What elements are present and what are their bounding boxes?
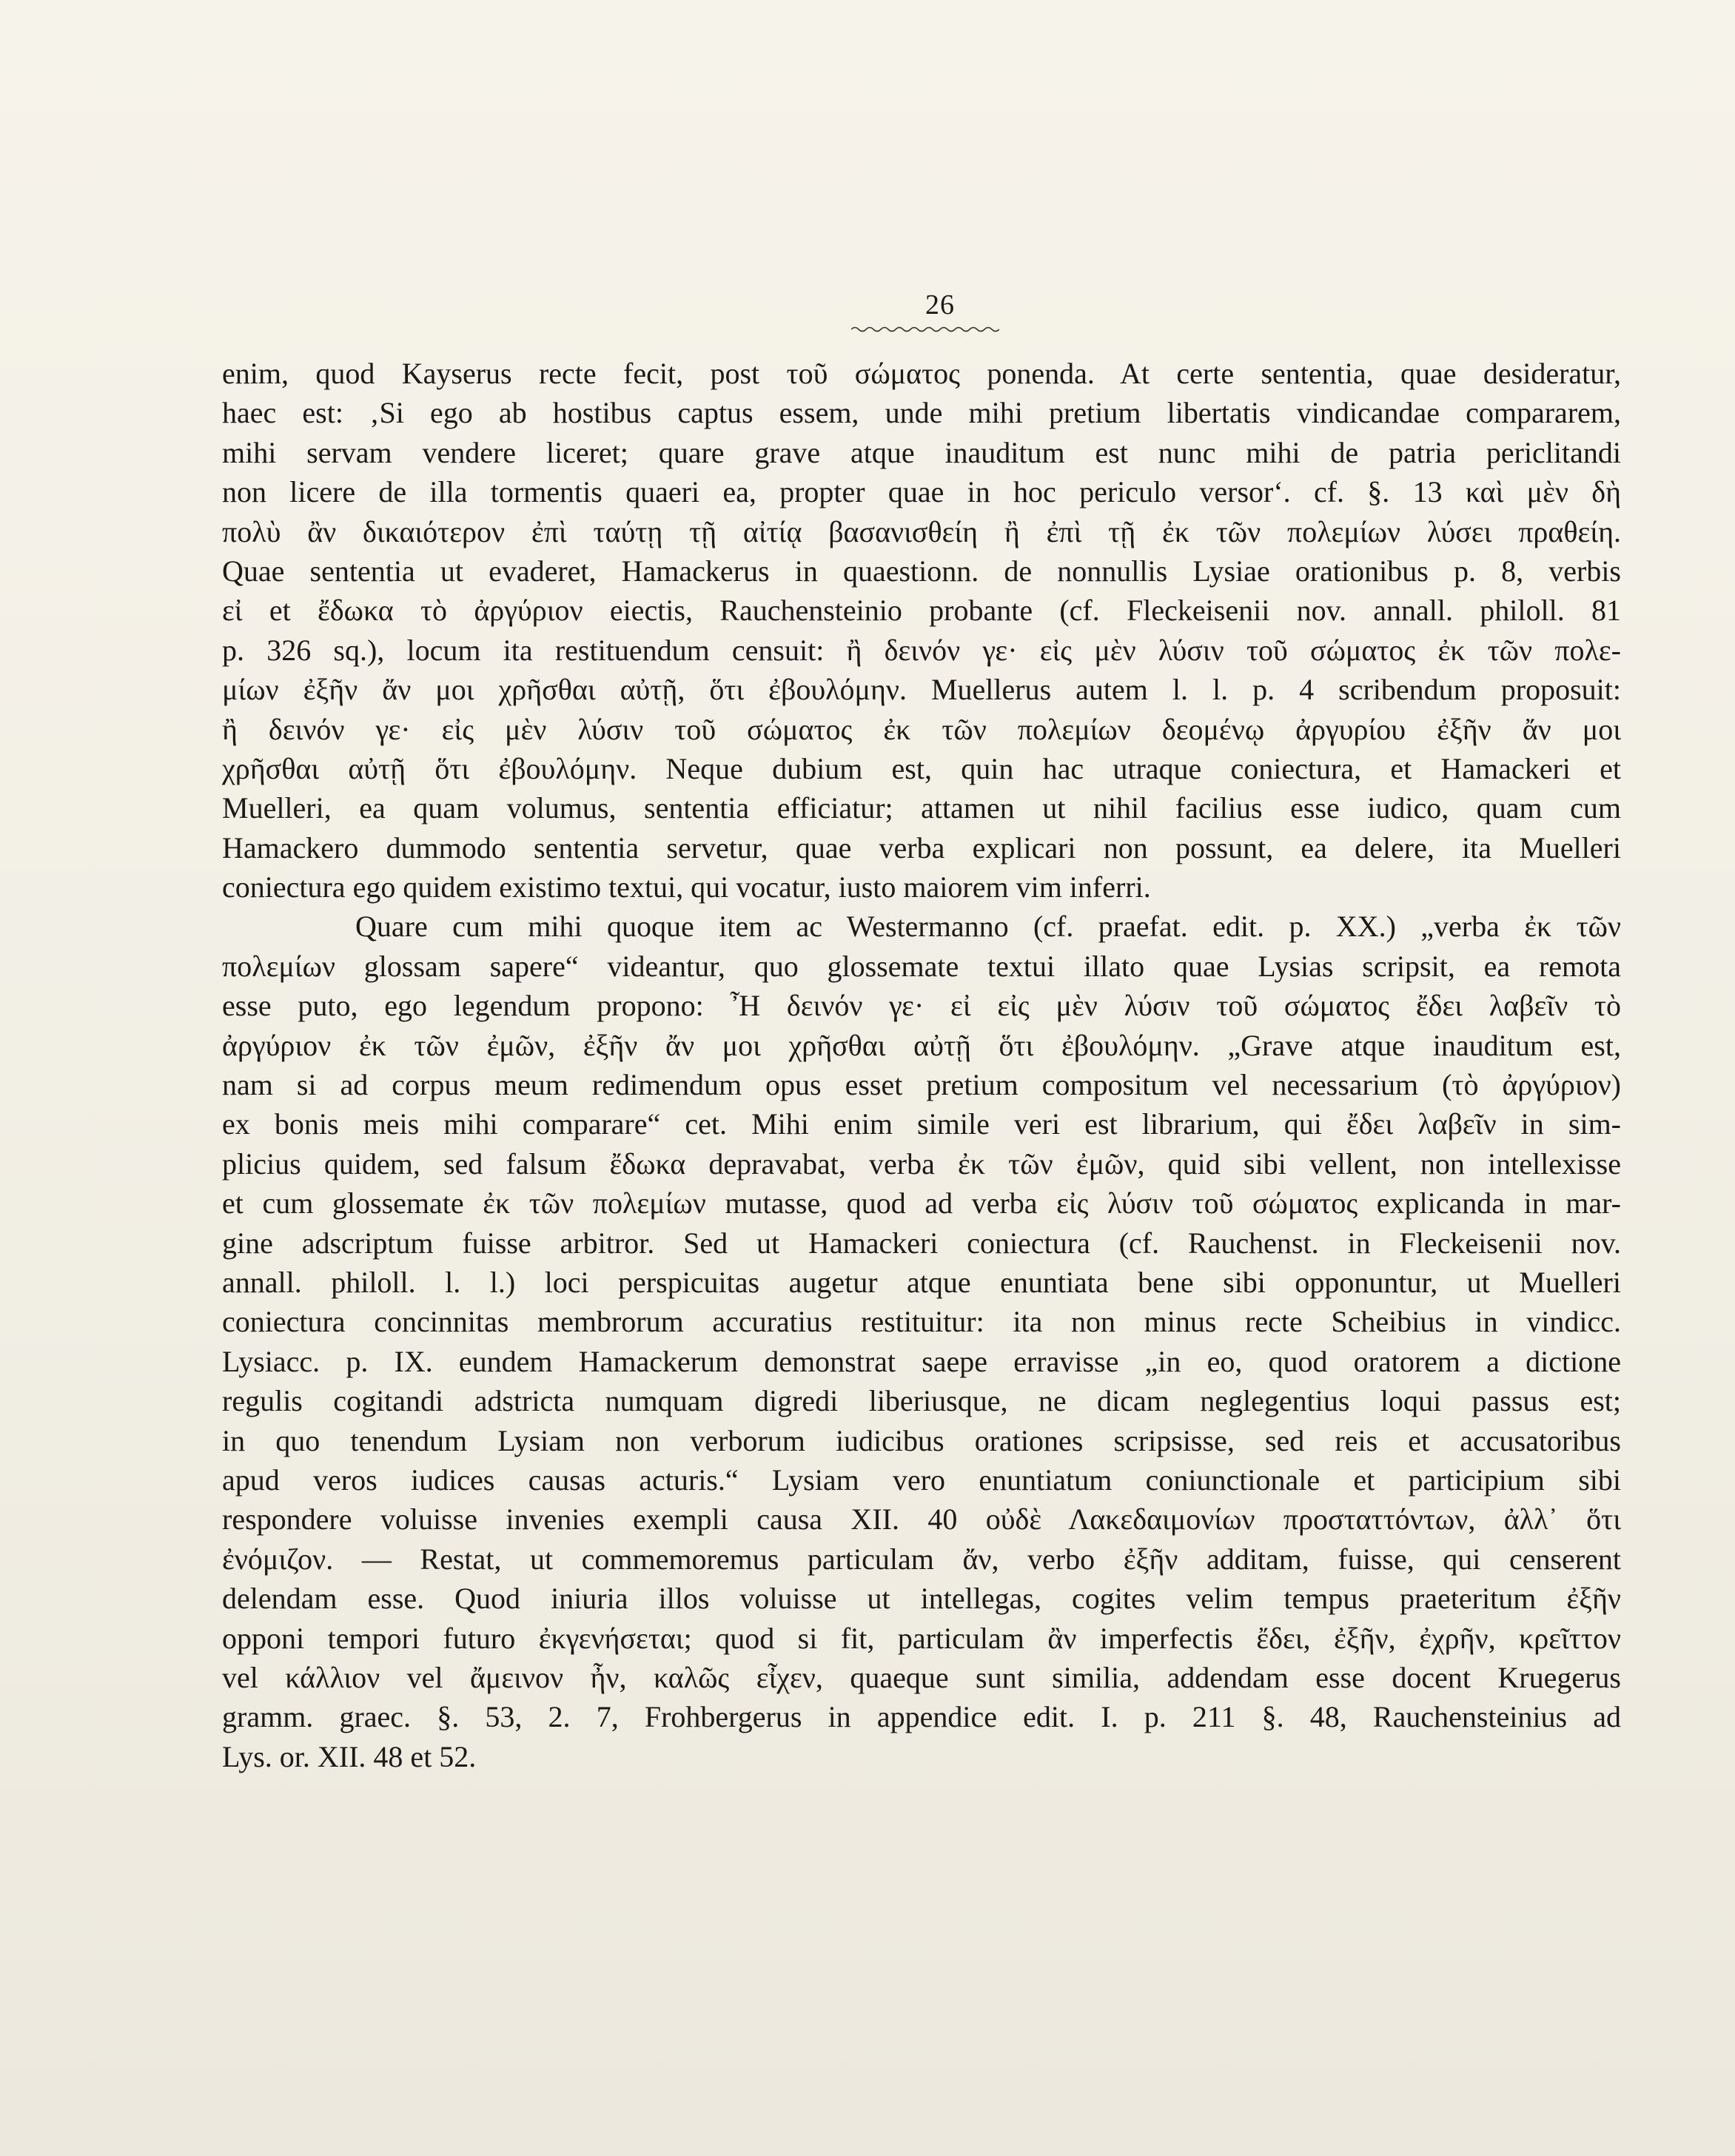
text-line: Hamackero dummodo sententia servetur, quae verba explicari non possunt, ea delere, ita Muelleri (222, 830, 1621, 864)
text-line: gramm. graec. §. 53, 2. 7, Frohbergerus in appendice edit. I. p. 211 §. 48, Rauchensteinius ad (222, 1700, 1621, 1734)
text-line: μίων ἐξῆν ἄν μοι χρῆσθαι αὐτῇ, ὅτι ἐβουλόμην. Muellerus autem l. l. p. 4 scribendum proposuit: (222, 673, 1621, 707)
text-line: ἀργύριον ἐκ τῶν ἐμῶν, ἐξῆν ἄν μοι χρῆσθαι αὐτῇ ὅτι ἐβουλόμην. „Grave atque inauditum est, (222, 1028, 1621, 1062)
text-line: delendam esse. Quod iniuria illos voluisse ut intellegas, cogites velim tempus praeteritum ἐξῆν (222, 1582, 1621, 1616)
text-line: plicius quidem, sed falsum ἔδωκα depravabat, verba ἐκ τῶν ἐμῶν, quid sibi vellent, non intellexisse (222, 1146, 1621, 1181)
text-line: Lysiacc. p. IX. eundem Hamackerum demonstrat saepe erravisse „in eo, quod oratorem a dictione (222, 1344, 1621, 1378)
text-line: haec est: ‚Si ego ab hostibus captus essem, unde mihi pretium libertatis vindicandae compararem, (222, 396, 1621, 430)
text-line: esse puto, ego legendum propono: Ἦ δεινόν γε· εἰ εἰς μὲν λύσιν τοῦ σώματος ἔδει λαβεῖν τὸ (222, 989, 1621, 1023)
text-line: Quare cum mihi quoque item ac Westermanno (cf. praefat. edit. p. XX.) „verba ἐκ τῶν (355, 910, 1621, 944)
text-line: et cum glossemate ἐκ τῶν πολεμίων mutasse, quod ad verba εἰς λύσιν τοῦ σώματος explicanda in mar- (222, 1186, 1621, 1220)
text-line: Lys. or. XII. 48 et 52. (222, 1739, 477, 1773)
text-line: coniectura concinnitas membrorum accuratius restituitur: ita non minus recte Scheibius in vindicc. (222, 1305, 1621, 1339)
text-line: Muelleri, ea quam volumus, sententia efficiatur; attamen ut nihil facilius esse iudico, quam cum (222, 791, 1621, 825)
text-line: annall. philoll. l. l.) loci perspicuitas augetur atque enuntiata bene sibi opponuntur, ut Muelleri (222, 1265, 1621, 1299)
wavy-rule (851, 326, 999, 333)
text-line: non licere de illa tormentis quaeri ea, propter quae in hoc periculo versor‘. cf. §. 13 καὶ μὲν δὴ (222, 475, 1621, 509)
text-line: πολὺ ἂν δικαιότερον ἐπὶ ταύτῃ τῇ αἰτίᾳ βασανισθείη ἢ ἐπὶ τῇ ἐκ τῶν πολεμίων λύσει πραθείη. (222, 514, 1621, 548)
text-line: Quae sententia ut evaderet, Hamackerus in quaestionn. de nonnullis Lysiae orationibus p. 8, verbis (222, 554, 1621, 588)
text-line: in quo tenendum Lysiam non verborum iudicibus orationes scripsisse, sed reis et accusatoribus (222, 1423, 1621, 1457)
text-line: χρῆσθαι αὐτῇ ὅτι ἐβουλόμην. Neque dubium est, quin hac utraque coniectura, et Hamackeri et (222, 751, 1621, 785)
text-line: respondere voluisse invenies exempli causa XII. 40 οὐδὲ Λακεδαιμονίων προσταττόντων, ἀλλ᾽ ὅτι (222, 1502, 1621, 1537)
text-line: apud veros iudices causas acturis.“ Lysiam vero enuntiatum coniunctionale et participium sibi (222, 1462, 1621, 1497)
text-line: ἐνόμιζον. — Restat, ut commemoremus particulam ἄν, verbo ἐξῆν additam, fuisse, qui censerent (222, 1542, 1621, 1576)
text-line: coniectura ego quidem existimo textui, qui vocatur, iusto maiorem vim inferri. (222, 870, 1151, 904)
text-line: ex bonis meis mihi comparare“ cet. Mihi enim simile veri est librarium, qui ἔδει λαβεῖν in sim- (222, 1107, 1621, 1141)
text-line: εἰ et ἔδωκα τὸ ἀργύριον eiectis, Rauchensteinio probante (cf. Fleckeisenii nov. annall. philoll. 81 (222, 594, 1621, 628)
text-line: regulis cogitandi adstricta numquam digredi liberiusque, ne dicam neglegentius loqui passus est; (222, 1384, 1621, 1418)
text-line: enim, quod Kayserus recte fecit, post τοῦ σώματος ponenda. At certe sententia, quae desideratur, (222, 357, 1621, 390)
text-line: vel κάλλιον vel ἄμεινον ἦν, καλῶς εἶχεν, quaeque sunt similia, addendam esse docent Kruegerus (222, 1660, 1621, 1694)
text-line: ἢ δεινόν γε· εἰς μὲν λύσιν τοῦ σώματος ἐκ τῶν πολεμίων δεομένῳ ἀργυρίου ἐξῆν ἄν μοι (222, 712, 1621, 746)
body-text (222, 354, 1621, 1776)
text-line: mihi servam vendere liceret; quare grave atque inauditum est nunc mihi de patria periclitandi (222, 435, 1621, 469)
text-line: nam si ad corpus meum redimendum opus esset pretium compositum vel necessarium (τὸ ἀργύριον) (222, 1068, 1621, 1102)
page-number: 26 (925, 289, 955, 320)
text-line: p. 326 sq.), locum ita restituendum censuit: ἢ δεινόν γε· εἰς μὲν λύσιν τοῦ σώματος ἐκ τῶν πολε- (222, 633, 1621, 667)
text-line: πολεμίων glossam sapere“ videantur, quo glossemate textui illato quae Lysias scripsit, ea remota (222, 949, 1621, 983)
text-line: opponi tempori futuro ἐκγενήσεται; quod si fit, particulam ἂν imperfectis ἔδει, ἐξῆν, ἐχρῆν, κρεῖττον (222, 1621, 1621, 1655)
text-line: gine adscriptum fuisse arbitror. Sed ut Hamackeri coniectura (cf. Rauchenst. in Fleckeisenii nov. (222, 1226, 1621, 1260)
